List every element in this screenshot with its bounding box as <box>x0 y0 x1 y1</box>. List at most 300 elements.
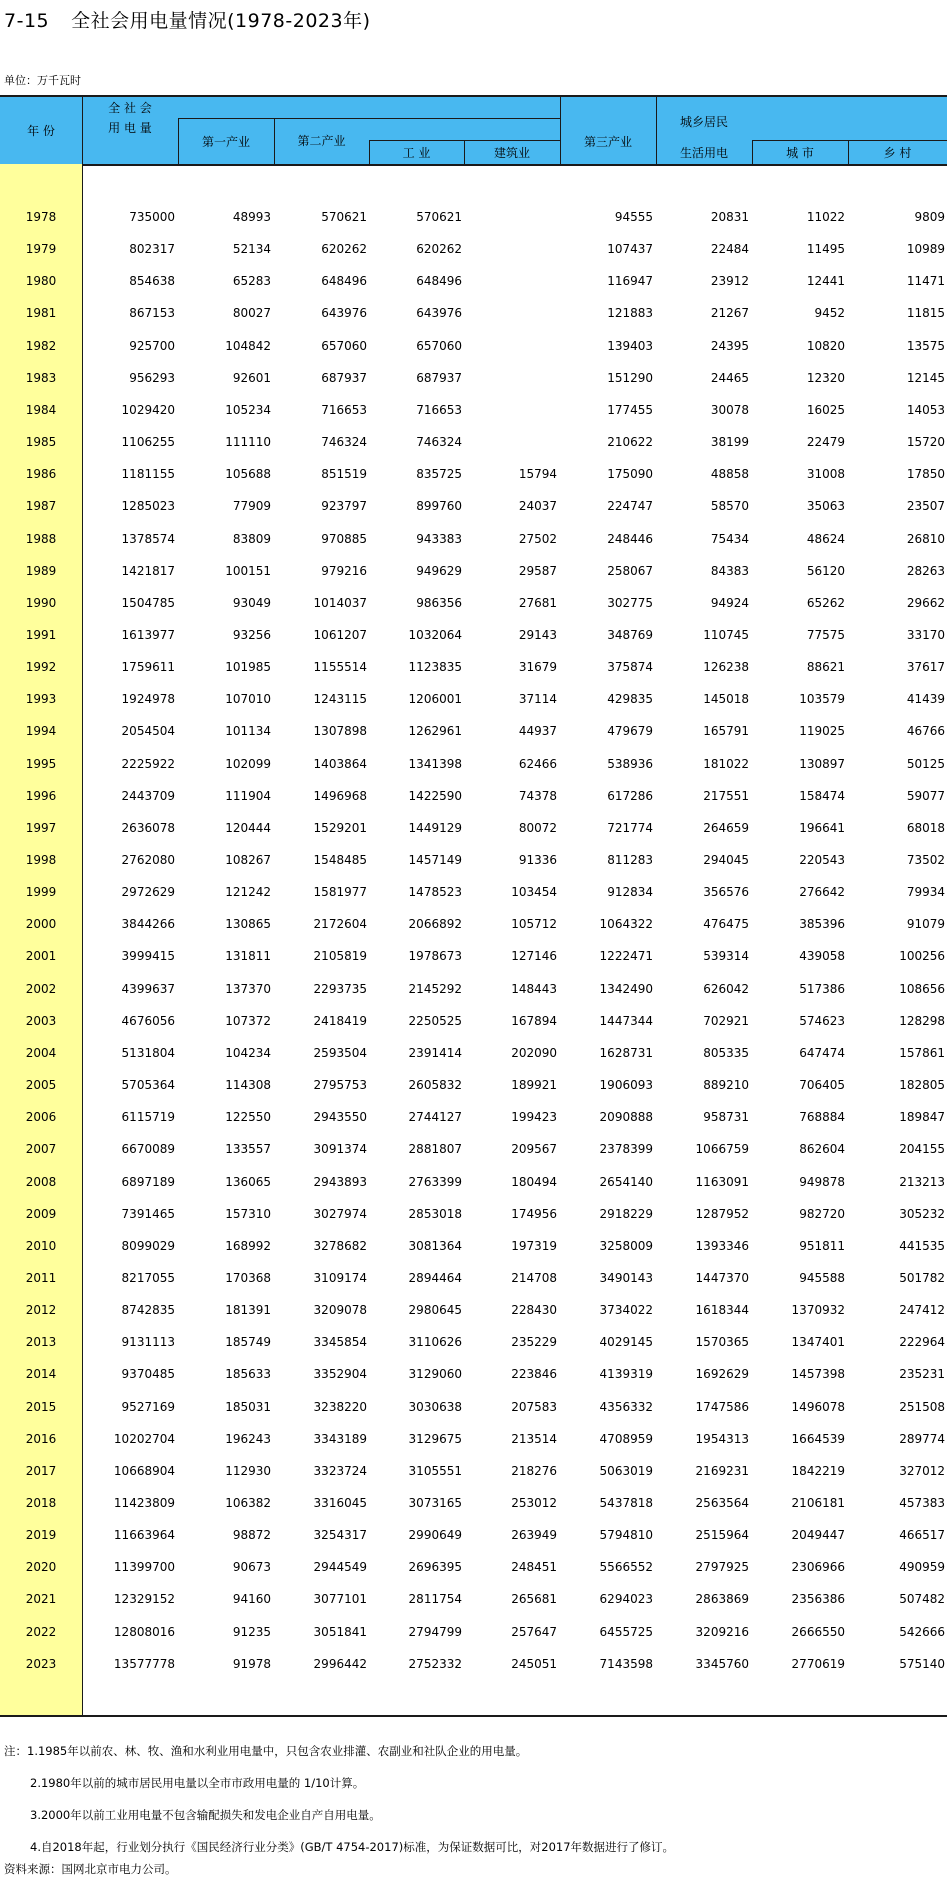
cell-residential: 1954313 <box>695 1431 749 1446</box>
cell-industry: 3105551 <box>408 1463 462 1478</box>
cell-residential: 24395 <box>710 338 749 353</box>
cell-tertiary: 1906093 <box>599 1078 653 1093</box>
cell-tertiary: 1064322 <box>599 917 653 932</box>
cell-secondary: 3027974 <box>313 1206 367 1221</box>
cell-tertiary: 2918229 <box>599 1206 653 1221</box>
cell-construction: 189921 <box>511 1078 557 1093</box>
table-row <box>0 587 947 619</box>
cell-total: 12329152 <box>113 1592 175 1607</box>
cell-total: 10202704 <box>113 1431 175 1446</box>
cell-industry: 2881807 <box>408 1142 462 1157</box>
cell-tertiary: 94555 <box>614 210 653 224</box>
table-row <box>0 265 947 297</box>
cell-construction: 148443 <box>511 981 557 996</box>
cell-total: 2443709 <box>121 788 175 803</box>
cell-urban: 2666550 <box>791 1624 845 1639</box>
cell-industry: 2696395 <box>408 1560 462 1575</box>
cell-residential: 294045 <box>703 853 749 867</box>
cell-primary: 181391 <box>225 1303 271 1318</box>
cell-rural: 575140 <box>899 1656 945 1671</box>
header-total-line2: 用 电 量 <box>108 120 152 135</box>
cell-construction: 44937 <box>518 724 557 739</box>
cell-tertiary: 348769 <box>607 627 653 642</box>
cell-rural: 17850 <box>906 467 945 482</box>
cell-rural: 13575 <box>906 338 945 353</box>
table-row <box>0 362 947 394</box>
cell-industry: 1262961 <box>408 724 462 739</box>
table-row <box>0 233 947 265</box>
cell-construction: 37114 <box>518 692 557 707</box>
table-row <box>0 748 947 780</box>
cell-total: 1421817 <box>121 563 175 578</box>
cell-residential: 1692629 <box>695 1367 749 1382</box>
cell-residential: 1163091 <box>695 1174 749 1189</box>
cell-total: 1924978 <box>121 692 175 707</box>
cell-construction: 214708 <box>511 1270 557 1285</box>
data-source: 资料来源：国网北京市电力公司。 <box>4 1862 177 1876</box>
cell-construction: 257647 <box>511 1624 557 1639</box>
cell-industry: 835725 <box>416 467 462 482</box>
cell-residential: 1447370 <box>695 1270 749 1285</box>
table-row <box>0 490 947 522</box>
cell-tertiary: 4708959 <box>599 1431 653 1446</box>
table-row <box>0 1326 947 1358</box>
cell-secondary: 3352904 <box>313 1367 367 1382</box>
cell-secondary: 3051841 <box>313 1624 367 1639</box>
cell-residential: 110745 <box>703 627 749 642</box>
cell-construction: 202090 <box>511 1045 557 1060</box>
table-row <box>0 780 947 812</box>
cell-residential: 539314 <box>703 949 749 964</box>
cell-urban: 158474 <box>799 788 845 803</box>
cell-total: 6670089 <box>121 1142 175 1157</box>
cell-rural: 23507 <box>906 499 945 514</box>
cell-tertiary: 6455725 <box>599 1624 653 1639</box>
cell-urban: 16025 <box>806 402 845 417</box>
cell-secondary: 648496 <box>321 274 367 289</box>
cell-construction: 167894 <box>511 1013 557 1028</box>
cell-secondary: 3238220 <box>313 1399 367 1414</box>
cell-residential: 2515964 <box>695 1528 749 1543</box>
cell-residential: 3209216 <box>695 1624 749 1639</box>
cell-year: 2013 <box>25 1335 57 1350</box>
cell-year: 2008 <box>25 1174 57 1189</box>
cell-rural: 10989 <box>906 242 945 257</box>
table-row <box>0 1519 947 1551</box>
cell-construction: 263949 <box>511 1528 557 1543</box>
cell-construction: 24037 <box>518 499 557 514</box>
cell-primary: 122550 <box>225 1110 271 1125</box>
cell-rural: 33170 <box>906 627 945 642</box>
cell-primary: 80027 <box>232 306 271 321</box>
cell-secondary: 620262 <box>321 242 367 257</box>
header-residential-line2: 生活用电 <box>679 145 728 160</box>
cell-primary: 130865 <box>225 917 271 932</box>
cell-tertiary: 6294023 <box>599 1592 653 1607</box>
table-row <box>0 619 947 651</box>
cell-urban: 65262 <box>806 595 845 610</box>
table-row <box>0 1037 947 1069</box>
cell-year: 1982 <box>25 338 57 353</box>
cell-tertiary: 175090 <box>607 467 653 482</box>
cell-secondary: 2795753 <box>313 1078 367 1093</box>
cell-rural: 507482 <box>899 1592 945 1607</box>
table-row <box>0 908 947 940</box>
cell-residential: 126238 <box>703 660 749 675</box>
cell-urban: 1664539 <box>791 1431 845 1446</box>
cell-construction: 103454 <box>511 885 557 900</box>
cell-year: 2003 <box>25 1013 57 1028</box>
cell-industry: 3081364 <box>408 1238 462 1253</box>
cell-primary: 107372 <box>225 1013 271 1028</box>
cell-rural: 59077 <box>906 788 945 803</box>
cell-primary: 105688 <box>225 467 271 482</box>
cell-primary: 104234 <box>225 1045 271 1060</box>
cell-urban: 1347401 <box>791 1335 845 1350</box>
cell-construction: 223846 <box>511 1367 557 1382</box>
cell-rural: 222964 <box>899 1335 945 1350</box>
cell-secondary: 687937 <box>321 370 367 385</box>
cell-urban: 1457398 <box>791 1367 845 1382</box>
cell-rural: 50125 <box>906 756 945 771</box>
cell-total: 8217055 <box>121 1270 175 1285</box>
cell-industry: 1449129 <box>408 820 462 835</box>
cell-secondary: 923797 <box>321 499 367 514</box>
cell-urban: 2770619 <box>791 1656 845 1671</box>
cell-total: 1613977 <box>121 627 175 642</box>
cell-tertiary: 5063019 <box>599 1463 653 1478</box>
cell-secondary: 2172604 <box>313 917 367 932</box>
cell-residential: 217551 <box>703 788 749 803</box>
cell-residential: 2863869 <box>695 1592 749 1607</box>
cell-year: 1985 <box>25 435 57 450</box>
cell-total: 867153 <box>129 306 175 321</box>
cell-industry: 2853018 <box>408 1206 462 1221</box>
header-rural: 乡 村 <box>883 145 912 160</box>
cell-primary: 114308 <box>225 1078 271 1093</box>
cell-rural: 28263 <box>906 563 945 578</box>
cell-year: 1983 <box>25 370 57 385</box>
cell-total: 1181155 <box>121 467 175 482</box>
cell-tertiary: 429835 <box>607 692 653 707</box>
cell-rural: 29662 <box>906 595 945 610</box>
cell-urban: 951811 <box>799 1238 845 1253</box>
cell-secondary: 970885 <box>321 531 367 546</box>
cell-secondary: 3343189 <box>313 1431 367 1446</box>
cell-total: 2972629 <box>121 885 175 900</box>
cell-construction: 62466 <box>518 756 557 771</box>
cell-year: 2006 <box>25 1110 57 1125</box>
cell-year: 1988 <box>25 531 57 546</box>
cell-total: 4399637 <box>121 981 175 996</box>
cell-construction: 245051 <box>511 1656 557 1671</box>
notes <box>4 1735 674 1863</box>
cell-urban: 35063 <box>806 499 845 514</box>
cell-construction: 207583 <box>511 1399 557 1414</box>
cell-total: 7391465 <box>121 1206 175 1221</box>
cell-primary: 131811 <box>225 949 271 964</box>
cell-residential: 356576 <box>703 885 749 900</box>
cell-residential: 626042 <box>703 981 749 996</box>
cell-rural: 11471 <box>906 274 945 289</box>
cell-industry: 2990649 <box>408 1528 462 1543</box>
header-year: 年 份 <box>27 124 55 138</box>
cell-total: 5705364 <box>121 1078 175 1093</box>
cell-secondary: 1403864 <box>313 756 367 771</box>
cell-rural: 542666 <box>899 1624 945 1639</box>
table-row <box>0 1487 947 1519</box>
cell-rural: 235231 <box>899 1367 945 1382</box>
cell-total: 956293 <box>129 370 175 385</box>
cell-secondary: 657060 <box>321 338 367 353</box>
cell-total: 735000 <box>129 210 175 224</box>
cell-construction: 29587 <box>518 563 557 578</box>
cell-construction: 80072 <box>518 820 557 835</box>
cell-industry: 2894464 <box>408 1270 462 1285</box>
cell-tertiary: 7143598 <box>599 1656 653 1671</box>
cell-residential: 38199 <box>710 435 749 450</box>
cell-year: 1978 <box>25 210 57 224</box>
cell-year: 2014 <box>25 1367 57 1382</box>
cell-residential: 889210 <box>703 1078 749 1093</box>
cell-primary: 92601 <box>232 370 271 385</box>
cell-tertiary: 5566552 <box>599 1560 653 1575</box>
cell-urban: 647474 <box>799 1045 845 1060</box>
cell-secondary: 3077101 <box>313 1592 367 1607</box>
cell-rural: 457383 <box>899 1496 945 1510</box>
cell-tertiary: 5794810 <box>599 1528 653 1543</box>
cell-rural: 108656 <box>899 981 945 996</box>
cell-secondary: 2943550 <box>313 1110 367 1125</box>
cell-residential: 1393346 <box>695 1238 749 1253</box>
cell-secondary: 1014037 <box>313 595 367 610</box>
cell-rural: 14053 <box>906 402 945 417</box>
cell-urban: 2049447 <box>791 1528 845 1543</box>
cell-total: 9527169 <box>121 1399 175 1414</box>
cell-primary: 105234 <box>225 402 271 417</box>
cell-secondary: 2943893 <box>313 1174 367 1189</box>
cell-industry: 620262 <box>416 242 462 257</box>
cell-year: 1997 <box>25 820 57 835</box>
cell-secondary: 2105819 <box>313 949 367 964</box>
cell-primary: 77909 <box>232 499 271 514</box>
table-row <box>0 1455 947 1487</box>
cell-industry: 3073165 <box>408 1496 462 1510</box>
cell-industry: 2066892 <box>408 917 462 932</box>
table-row <box>0 812 947 844</box>
cell-residential: 181022 <box>703 756 749 771</box>
cell-construction: 105712 <box>511 917 557 932</box>
cell-year: 1987 <box>25 499 57 514</box>
cell-construction: 248451 <box>511 1560 557 1575</box>
note-1: 注：1.1985年以前农、林、牧、渔和水利业用电量中，只包含农业排灌、农副业和社队企业的用电量。 <box>4 1744 528 1758</box>
cell-tertiary: 479679 <box>607 724 653 739</box>
table-row <box>0 940 947 972</box>
cell-primary: 94160 <box>232 1592 271 1607</box>
cell-secondary: 979216 <box>321 563 367 578</box>
table-row <box>0 1358 947 1390</box>
cell-residential: 58570 <box>710 499 749 514</box>
cell-tertiary: 538936 <box>607 756 653 771</box>
table-row <box>0 973 947 1005</box>
cell-rural: 204155 <box>899 1142 945 1157</box>
cell-secondary: 2944549 <box>313 1560 367 1575</box>
cell-total: 1106255 <box>121 435 175 450</box>
cell-total: 8742835 <box>121 1303 175 1318</box>
cell-tertiary: 2378399 <box>599 1142 653 1157</box>
cell-industry: 2605832 <box>408 1078 462 1093</box>
cell-primary: 48993 <box>232 210 271 224</box>
cell-rural: 128298 <box>899 1013 945 1028</box>
cell-residential: 476475 <box>703 917 749 932</box>
cell-rural: 490959 <box>899 1560 945 1575</box>
cell-urban: 574623 <box>799 1013 845 1028</box>
table-row <box>0 523 947 555</box>
table-row <box>0 1551 947 1583</box>
cell-tertiary: 1447344 <box>599 1013 653 1028</box>
table-number: 7-15 <box>4 10 50 32</box>
cell-urban: 220543 <box>799 853 845 867</box>
cell-primary: 98872 <box>232 1528 271 1543</box>
cell-year: 2019 <box>25 1528 57 1543</box>
cell-residential: 145018 <box>703 692 749 707</box>
cell-tertiary: 617286 <box>607 788 653 803</box>
cell-primary: 108267 <box>225 853 271 867</box>
cell-primary: 93256 <box>232 627 271 642</box>
cell-urban: 119025 <box>799 724 845 739</box>
cell-industry: 899760 <box>416 499 462 514</box>
cell-tertiary: 121883 <box>607 306 653 321</box>
cell-year: 2016 <box>25 1431 57 1446</box>
cell-year: 1986 <box>25 467 57 482</box>
cell-industry: 3030638 <box>408 1399 462 1414</box>
cell-tertiary: 210622 <box>607 435 653 450</box>
cell-urban: 9452 <box>814 306 845 321</box>
cell-urban: 1496078 <box>791 1399 845 1414</box>
table-body <box>0 164 947 1715</box>
cell-residential: 2169231 <box>695 1463 749 1478</box>
cell-industry: 2391414 <box>408 1045 462 1060</box>
table-bottom-rule <box>0 1715 947 1717</box>
cell-year: 2022 <box>25 1624 57 1639</box>
cell-primary: 91235 <box>232 1624 271 1639</box>
cell-tertiary: 811283 <box>607 853 653 867</box>
cell-tertiary: 4139319 <box>599 1367 653 1382</box>
cell-year: 1991 <box>25 627 57 642</box>
cell-total: 802317 <box>129 242 175 257</box>
cell-total: 2636078 <box>121 820 175 835</box>
header-urban: 城 市 <box>786 145 814 160</box>
table-row <box>0 201 947 233</box>
cell-secondary: 2293735 <box>313 981 367 996</box>
cell-industry: 1123835 <box>408 660 462 675</box>
cell-tertiary: 107437 <box>607 242 653 257</box>
cell-total: 3844266 <box>121 917 175 932</box>
cell-urban: 862604 <box>799 1142 845 1157</box>
cell-total: 1285023 <box>121 499 175 514</box>
cell-total: 12808016 <box>113 1624 175 1639</box>
cell-industry: 3129060 <box>408 1367 462 1382</box>
cell-industry: 2794799 <box>408 1624 462 1639</box>
cell-year: 2011 <box>25 1270 57 1285</box>
cell-primary: 101985 <box>225 660 271 675</box>
cell-total: 11423809 <box>113 1496 175 1510</box>
cell-total: 854638 <box>129 274 175 289</box>
cell-industry: 1341398 <box>408 756 462 771</box>
table-row <box>0 1391 947 1423</box>
cell-secondary: 1061207 <box>313 627 367 642</box>
header-industry: 工 业 <box>402 145 431 160</box>
cell-industry: 2763399 <box>408 1174 462 1189</box>
cell-secondary: 1307898 <box>313 724 367 739</box>
cell-rural: 15720 <box>906 435 945 450</box>
cell-rural: 26810 <box>906 531 945 546</box>
cell-year: 1998 <box>25 853 57 867</box>
cell-primary: 111904 <box>225 788 271 803</box>
cell-rural: 441535 <box>899 1238 945 1253</box>
cell-urban: 2106181 <box>791 1496 845 1510</box>
cell-construction: 253012 <box>511 1496 557 1510</box>
cell-rural: 37617 <box>906 660 945 675</box>
cell-total: 2225922 <box>121 756 175 771</box>
cell-primary: 107010 <box>225 692 271 707</box>
cell-residential: 1747586 <box>695 1399 749 1414</box>
cell-rural: 182805 <box>899 1078 945 1093</box>
header-construction: 建筑业 <box>493 145 530 160</box>
cell-year: 2021 <box>25 1592 57 1607</box>
cell-construction: 265681 <box>511 1592 557 1607</box>
cell-tertiary: 116947 <box>607 274 653 289</box>
cell-residential: 1287952 <box>695 1206 749 1221</box>
cell-tertiary: 177455 <box>607 402 653 417</box>
cell-total: 9131113 <box>121 1335 175 1350</box>
cell-urban: 31008 <box>806 467 845 482</box>
table-row <box>0 651 947 683</box>
cell-urban: 12441 <box>806 274 845 289</box>
cell-primary: 65283 <box>232 274 271 289</box>
table-row <box>0 1198 947 1230</box>
cell-rural: 68018 <box>906 820 945 835</box>
cell-residential: 21267 <box>710 306 749 321</box>
table-row <box>0 1583 947 1615</box>
cell-residential: 165791 <box>703 724 749 739</box>
cell-urban: 706405 <box>799 1078 845 1093</box>
header-primary: 第一产业 <box>201 134 250 149</box>
cell-residential: 958731 <box>703 1110 749 1125</box>
cell-year: 2007 <box>25 1142 57 1157</box>
cell-year: 2020 <box>25 1560 57 1575</box>
table-row <box>0 297 947 329</box>
table-row <box>0 1616 947 1648</box>
cell-secondary: 1548485 <box>313 853 367 867</box>
cell-industry: 1422590 <box>408 788 462 803</box>
cell-tertiary: 3258009 <box>599 1238 653 1253</box>
cell-rural: 466517 <box>899 1528 945 1543</box>
cell-industry: 2145292 <box>408 981 462 996</box>
cell-rural: 41439 <box>906 692 945 707</box>
note-3: 3.2000年以前工业用电量不包含输配损失和发电企业自产自用电量。 <box>30 1808 381 1822</box>
cell-total: 1759611 <box>121 660 175 675</box>
cell-construction: 27681 <box>518 595 557 610</box>
cell-total: 13577778 <box>113 1656 175 1671</box>
cell-rural: 289774 <box>899 1431 945 1446</box>
cell-construction: 213514 <box>511 1431 557 1446</box>
cell-rural: 305232 <box>899 1206 945 1221</box>
table-row <box>0 1133 947 1165</box>
cell-rural: 213213 <box>899 1174 945 1189</box>
cell-construction: 74378 <box>518 788 557 803</box>
cell-secondary: 3345854 <box>313 1335 367 1350</box>
